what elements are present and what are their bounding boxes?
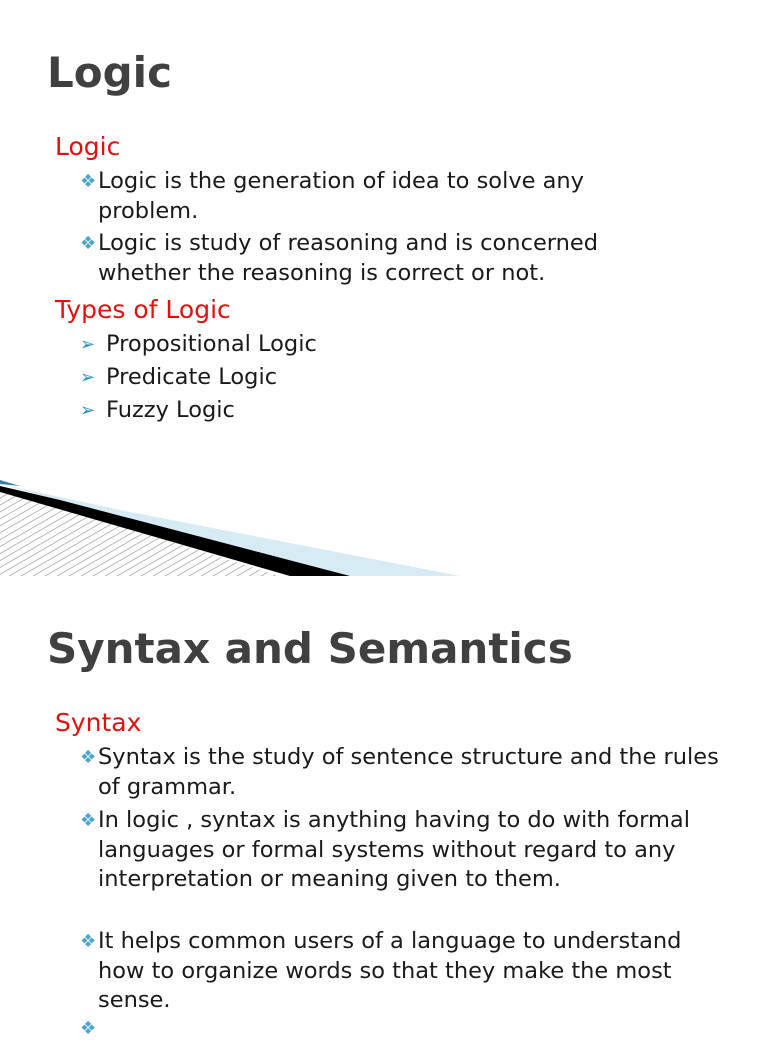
list-item: ❖ It helps common users of a language to understand how to organize words so that they make the most sense. xyxy=(80,928,682,1013)
list-item: ❖ Logic is the generation of idea to solve any problem. xyxy=(80,168,584,224)
section-heading-syntax: Syntax xyxy=(55,708,142,737)
diamond-bullet-icon: ❖ xyxy=(80,747,97,768)
arrow-bullet-icon: ➢ xyxy=(80,367,96,388)
slide-title: Logic xyxy=(47,48,172,97)
diamond-bullet-icon: ❖ xyxy=(80,1018,97,1039)
list-item: ❖ Syntax is the study of sentence structure and the rules of grammar. xyxy=(80,744,719,800)
slide-syntax-and-semantics xyxy=(0,576,768,1039)
diamond-bullet-icon: ❖ xyxy=(80,233,97,254)
arrow-bullet-icon: ➢ xyxy=(80,334,96,355)
diamond-bullet-icon: ❖ xyxy=(80,810,97,831)
section-heading-types-of-logic: Types of Logic xyxy=(55,295,231,324)
slide-title: Syntax and Semantics xyxy=(47,624,573,673)
list-item: ❖ Logic is study of reasoning and is concerned whether the reasoning is correct or not. xyxy=(80,230,599,286)
list-item: ➢ Fuzzy Logic xyxy=(106,396,606,426)
decorative-swoosh xyxy=(0,470,460,576)
arrow-bullet-icon: ➢ xyxy=(80,400,96,421)
section-heading-logic: Logic xyxy=(55,132,121,161)
diamond-bullet-icon: ❖ xyxy=(80,171,97,192)
blue-edge xyxy=(0,480,20,486)
diamond-bullet-icon: ❖ xyxy=(80,931,97,952)
list-item: ➢ Propositional Logic xyxy=(106,330,606,360)
list-item: ➢ Predicate Logic xyxy=(106,363,606,393)
list-item: ❖ In logic , syntax is anything having to do with formal languages or formal systems without regard to any interpretation or meaning given to them. xyxy=(80,807,690,892)
